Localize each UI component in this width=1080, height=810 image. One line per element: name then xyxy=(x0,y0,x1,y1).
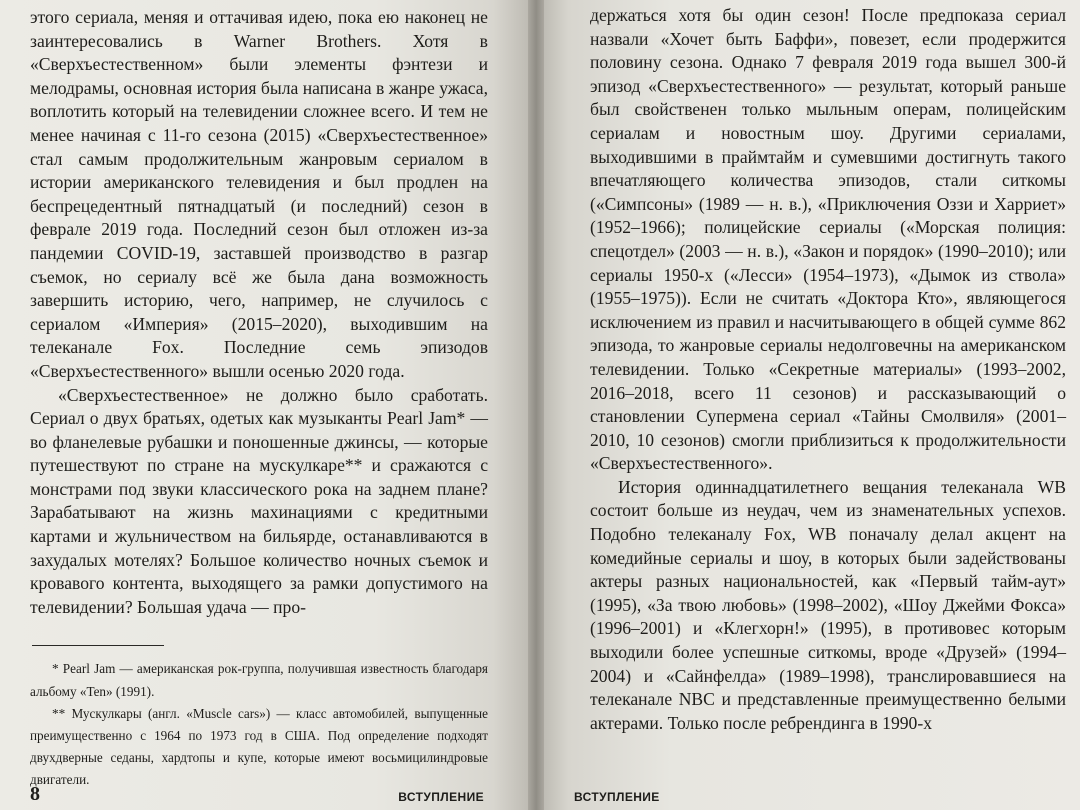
running-head-left: ВСТУПЛЕНИЕ xyxy=(398,790,484,804)
left-page xyxy=(0,0,536,810)
footnote-1: * Pearl Jam — американская рок-группа, получившая известность благодаря альбому «Ten» (1991). xyxy=(30,661,488,699)
right-page xyxy=(536,0,1080,810)
left-paragraph-1: этого сериала, меняя и оттачивая идею, пока ею наконец не заинтересовались в Warner Brothers. Хотя в «Сверхъестественном» были элементы фэнтези и мелодрамы, основная история была написана в жанре ужаса, воплотить который на телевидении сложнее всего. И тем не менее начиная с 11-го сезона (2015) «Сверхъестественное» стал самым продолжительным жанровым сериалом в истории американского телевидения и был продлен на беспрецедентный пятнадцатый (и последний) сезон в феврале 2019 года. Последний сезон был отложен из-за пандемии COVID-19, заставшей производство в разгар съемок, но сериалу всё же была дана возможность завершить историю, чего, например, не случилось с сериалом «Империя» (2015–2020), выходившим на телеканале Fox. Последние семь эпизодов «Сверхъестественного» вышли осенью 2020 года. xyxy=(30,7,488,381)
running-head-right: ВСТУПЛЕНИЕ xyxy=(574,790,660,804)
right-paragraph-1: держаться хотя бы один сезон! После предпоказа сериал назвали «Хочет быть Баффи», повезет, если продержится половину сезона. Однако 7 февраля 2019 года вышел 300-й эпизод «Сверхъестественного» — результат, который раньше был свойственен только мыльным операм, полицейским сериалам и новостным шоу. Другими сериалами, выходившими в праймтайм и сумевшими достигнуть такого впечатляющего количества эпизодов, стали ситкомы («Симпсоны» (1989 — н. в.), «Приключения Оззи и Харриет» (1952–1966); полицейские сериалы («Морская полиция: спецотдел» (2003 — н. в.), «Закон и порядок» (1990–2010); или сериалы 1950-х («Лесси» (1954–1973), «Дымок из ствола» (1955–1975)). Если не считать «Доктора Кто», являющегося исключением из правил и насчитывающего в общей сумме 862 эпизода, то жанровые сериалы недолговечны на американском телевидении. Только «Секретные материалы» (1993–2002, 2016–2018, всего 11 сезонов) и рассказывающий о становлении Супермена сериал «Тайны Смолвиля» (2001–2010, 10 сезонов) смогли приблизиться к продолжительности «Сверхъестественного». xyxy=(590,5,1066,474)
page-number: 8 xyxy=(30,783,40,805)
left-paragraph-2: «Сверхъестественное» не должно было сработать. Сериал о двух братьях, одетых как музыканты Pearl Jam* — во фланелевые рубашки и поношенные джинсы, — которые путешествуют по стране на мускулкаре** и сражаются с монстрами под звуки классического рока на заднем плане? Зарабатывают на жизнь махинациями с кредитными картами и жульничеством на бильярде, останавливаются в захудалых мотелях? Большое количество ночных съемок и кровавого контента, выходящего за рамки допустимого на телевидении? Большая удача — про- xyxy=(30,384,488,617)
footnote-2: ** Мускулкары (англ. «Muscle cars») — класс автомобилей, выпущенные преимущественно с 1964 по 1973 год в США. Под определение подходят двухдверные седаны, хардтопы и купе, которые имеют восьмицилиндровые двигатели. xyxy=(30,705,488,788)
footnote-rule xyxy=(32,645,164,646)
book-gutter xyxy=(528,0,544,810)
right-paragraph-2: История одиннадцатилетнего вещания телеканала WB состоит больше из неудач, чем из знаменательных успехов. Подобно телеканалу Fox, WB поначалу делал акцент на комедийные сериалы и шоу, в которых были задействованы актеры разных национальностей, как «Первый тайм-аут» (1995), «За твою любовь» (1998–2002), «Шоу Джейми Фокса» (1996–2001) и «Клегхорн!» (1995), в противовес которым выходили более успешные ситкомы, вроде «Друзей» (1994–2004) и «Сайнфелда» (1989–1998), транслировавшиеся на телеканале NBC и представленные преимущественно белыми актерами. Только после ребрендинга в 1990-х xyxy=(590,476,1066,733)
